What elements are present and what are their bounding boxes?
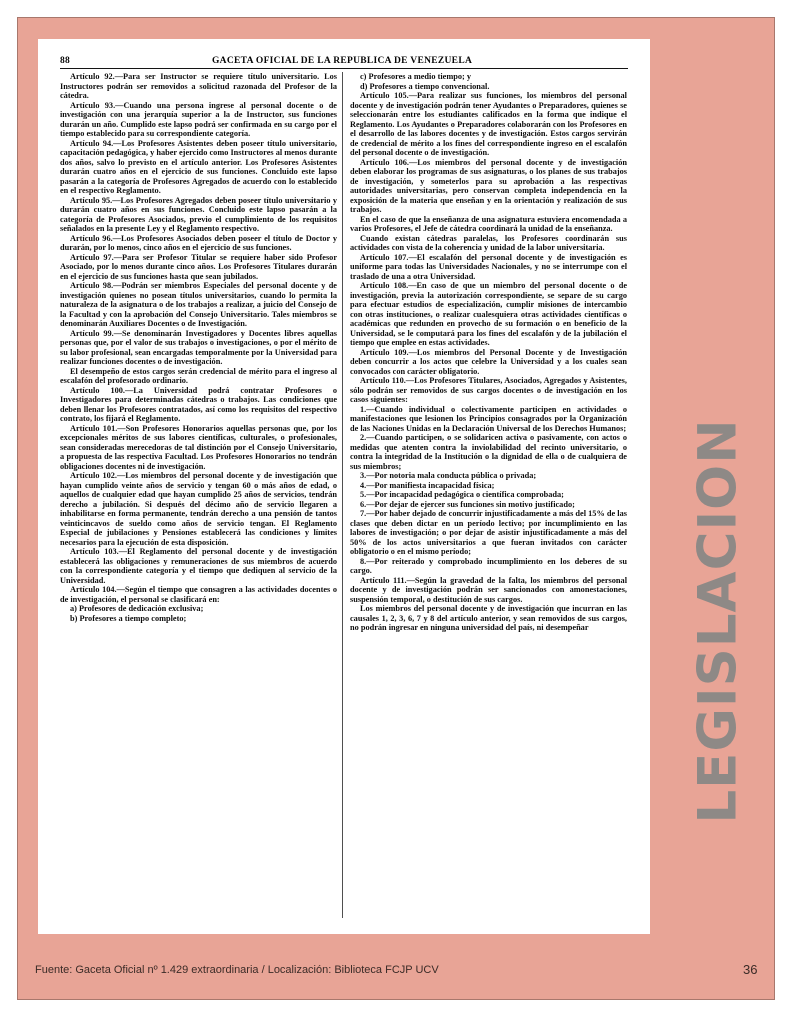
scanned-document [38,39,650,934]
article-paragraph: Artículo 105.—Para realizar sus funciones, los miembros del personal docente y de investigación podrán tener Ayudantes o Preparadores, quienes se seleccionarán entre los estudiantes calificados en la forma que indique el Reglamento. Los Ayudantes o Preparadores colaborarán con los Profesores en el desarrollo de las labores docentes y de investigación. Estos cargos servirán de credencial de mérito a los fines del correspondiente ingreso en el escalafón del personal docente o de investigación. [350,91,627,157]
article-paragraph: Artículo 109.—Los miembros del Personal Docente y de Investigación deben concurrir a los actos que celebre la Universidad y a los cuales sean convocados con carácter obligatorio. [350,347,627,376]
right-column [350,72,627,918]
article-paragraph: a) Profesores de dedicación exclusiva; [70,604,204,613]
footer-source: Fuente: Gaceta Oficial nº 1.429 extraordinaria / Localización: Biblioteca FCJP UCV [35,964,439,976]
article-paragraph: c) Profesores a medio tiempo; y [360,72,471,81]
article-paragraph: 6.—Por dejar de ejercer sus funciones sin motivo justificado; [360,499,575,509]
page-frame [17,17,775,1000]
article-paragraph: Artículo 94.—Los Profesores Asistentes deben poseer título universitario, capacitación pedagógica, y haber ejercido como Instructores al menos durante dos años, salvo lo previsto en el artículo anterior. Los Profesores Asistentes durarán cuatro años en el ejercicio de sus funciones. Concluido este lapso pasarán a la categoría de Profesores Agregados de acuerdo con lo establecido en el respectivo Reglamento. [60,138,337,195]
article-paragraph: Artículo 110.—Los Profesores Titulares, Asociados, Agregados y Asistentes, sólo podrán ser removidos de sus cargos docentes o de investigación en los casos siguientes: [350,376,627,404]
article-paragraph: 2.—Cuando participen, o se solidaricen activa o pasivamente, con actos o medidas que atenten contra la inviolabilidad del recinto universitario, o contra la integridad de la Institución o la dignidad de ella o de cualquiera de sus miembros; [350,433,627,471]
left-column [60,72,337,918]
side-label-legislacion: LEGISLACION [687,418,749,824]
article-paragraph: 5.—Por incapacidad pedagógica o científica comprobada; [360,490,564,499]
footer-page-number: 36 [743,962,758,977]
article-paragraph: Artículo 97.—Para ser Profesor Titular se requiere haber sido Profesor Asociado, por lo menos durante cinco años. Los Profesores Titulares durarán en el ejercicio de sus funciones hasta que sean jubilados. [60,252,337,281]
article-paragraph: En el caso de que la enseñanza de una asignatura estuviera encomendada a varios Profesores, el Jefe de cátedra coordinará la unidad de la enseñanza. [350,214,627,233]
article-paragraph: b) Profesores a tiempo completo; [70,613,187,623]
article-paragraph: Artículo 95.—Los Profesores Agregados deben poseer título universitario y durarán cuatro años en sus funciones. Concluido este lapso pasarán a la categoría de Profesores Asociados, previo el cumplimiento de los requisitos señalados en la presente Ley y el Reglamento respectivo. [60,195,337,233]
article-paragraph: Artículo 92.—Para ser Instructor se requiere título universitario. Los Instructores podrán ser removidos a solicitud razonada del Profesor de la cátedra. [60,72,337,100]
article-paragraph: Artículo 107.—El escalafón del personal docente y de investigación es uniforme para todas las Universidades Nacionales, y no se interrumpe con el traslado de una a otra Universidad. [350,252,627,281]
article-paragraph: Artículo 100.—La Universidad podrá contratar Profesores o Investigadores para determinadas cátedras o trabajos. Las condiciones que deben llenar los Profesores contratados, así como los requisitos del respectivo contrato, los fijará el Reglamento. [60,385,337,423]
article-paragraph: Artículo 99.—Se denominarán Investigadores y Docentes libres aquellas personas que, por el valor de sus trabajos o investigaciones, o por el mérito de su labor profesional, sean encargadas temporalmente por la Universidad para realizar funciones docentes o de investigación. [60,328,337,366]
article-paragraph: Artículo 102.—Los miembros del personal docente y de investigación que hayan cumplido veinte años de servicio y tengan 60 o más años de edad, o aquellos de cualquier edad que hayan cumplido 25 años de servicios, tendrán derecho a jubilación. Si después del décimo año de servicio llegaren a inhabilitarse en forma permanente, tendrán derecho a una pensión de tantos veinticincavos de sueldo como años de servicio tengan. El Reglamento Especial de jubilaciones y Pensiones establecerá las condiciones y límites necesarios para la ejecución de esta disposición. [60,471,337,547]
article-paragraph: 3.—Por notoria mala conducta pública o privada; [360,471,537,480]
article-paragraph: Artículo 111.—Según la gravedad de la falta, los miembros del personal docente y de investigación podrán ser sancionados con amonestaciones, suspensión temporal, o destitución de sus cargos. [350,575,627,604]
article-paragraph: 1.—Cuando individual o colectivamente participen en actividades o manifestaciones que lesionen los Principios consagrados por la Organización de las Naciones Unidas en la Declaración Universal de los Derechos Humanos; [350,404,627,433]
article-paragraph: Artículo 93.—Cuando una persona ingrese al personal docente o de investigación con una jerarquía superior a la de Instructor, sus funciones durarán un año. Cumplido este lapso podrá ser confirmada en su cargo por el tiempo establecido para su correspondiente categoría. [60,100,337,138]
article-paragraph: Artículo 98.—Podrán ser miembros Especiales del personal docente y de investigación quienes no posean títulos universitarios, cuando lo permita la naturaleza de la asignatura o de los trabajos a realizar, a juicio del Consejo de la Facultad y con la aprobación del Consejo Universitario. Tales miembros se denominarán Auxiliares Docentes o de Investigación. [60,281,337,328]
article-paragraph: d) Profesores a tiempo convencional. [360,81,490,91]
article-paragraph: Artículo 101.—Son Profesores Honorarios aquellas personas que, por los excepcionales méritos de sus labores científicas, culturales, o profesionales, sean consideradas merecedoras de tal distinción por el Consejo Universitario, a propuesta de las respectiva Facultad. Los Profesores Honorarios no tendrán obligaciones docentes ni de investigación. [60,423,337,471]
article-paragraph: Artículo 108.—En caso de que un miembro del personal docente o de investigación, previa la autorización correspondiente, se separe de su cargo para efectuar estudios de especialización, cumplir misiones de intercambio con otras instituciones, o realizar cualesquiera otras actividades científicas o académicas que redunden en provecho de su formación o en beneficio de la Universidad, se le computará para los fines del escalafón y de la jubilación el tiempo que emplee en estas actividades. [350,281,627,347]
scanned-page [52,51,636,923]
article-paragraph: Artículo 104.—Según el tiempo que consagren a las actividades docentes o de investigación, el personal se clasificará en: [60,585,337,604]
column-divider [342,72,343,918]
running-head-title: GACETA OFICIAL DE LA REPUBLICA DE VENEZUELA [211,56,473,66]
article-paragraph: 7.—Por haber dejado de concurrir injustificadamente a más del 15% de las clases que deben dictar en un período lectivo; por incumplimiento en las labores de investigación; o por dejar de asistir injustificadamente a más del 50% de los actos universitarios a que fueran invitados con carácter obligatorio o en el mismo período; [350,509,627,556]
article-paragraph: Cuando existan cátedras paralelas, los Profesores coordinarán sus actividades con vista de la coherencia y unidad de la labor universitaria. [350,233,627,252]
article-paragraph: Los miembros del personal docente y de investigación que incurran en las causales 1, 2, 3, 6, 7 y 8 del artículo anterior, y sean removidos de sus cargos, no podrán ingresar en ninguna universidad del país, ni desempeñar [350,604,627,632]
running-head [60,54,628,68]
article-paragraph: El desempeño de estos cargos serán credencial de mérito para el ingreso al escalafón del profesorado ordinario. [60,366,337,385]
article-paragraph: Artículo 96.—Los Profesores Asociados deben poseer el título de Doctor y durarán, por lo menos, cinco años en el ejercicio de sus funciones. [60,233,337,252]
article-paragraph: Artículo 106.—Los miembros del personal docente y de investigación deben elaborar los programas de sus asignaturas, o los planes de sus trabajos de investigación, y someterlos para su aprobación a las respectivas autoridades universitarias, pero conservan completa independencia en la exposición de la materia que enseñan y en la orientación y realización de sus trabajos. [350,157,627,214]
article-paragraph: 4.—Por manifiesta incapacidad física; [360,480,495,490]
header-rule [60,68,628,69]
article-paragraph: 8.—Por reiterado y comprobado incumplimiento en los deberes de su cargo. [350,556,627,575]
running-head-page-number: 88 [60,56,71,66]
article-paragraph: Artículo 103.—El Reglamento del personal docente y de investigación establecerá las obligaciones y remuneraciones de sus miembros de acuerdo con la correspondiente categoría y el tiempo que dediquen al servicio de la Universidad. [60,547,337,585]
